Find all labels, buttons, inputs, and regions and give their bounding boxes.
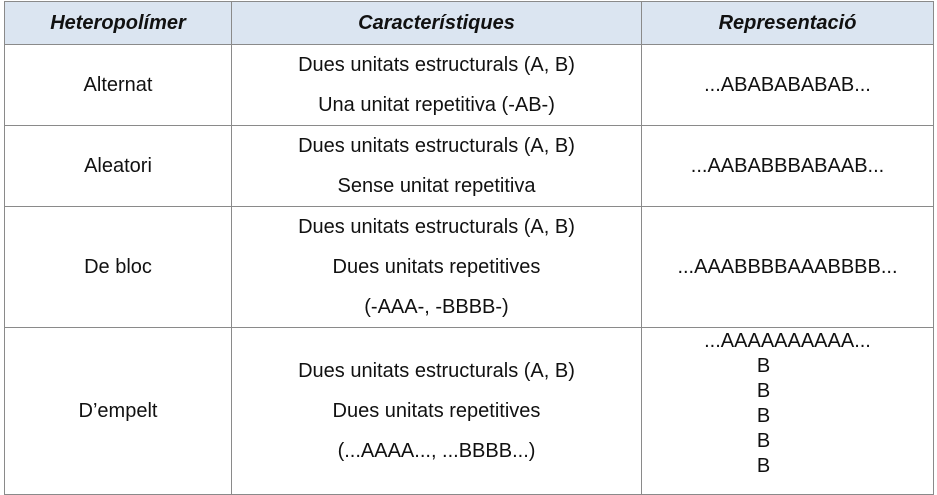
feature-line: Dues unitats estructurals (A, B) xyxy=(298,135,575,157)
heteropolymer-table xyxy=(4,1,934,495)
row-name: D’empelt xyxy=(5,328,232,495)
table-row xyxy=(5,45,934,126)
row-representation: ...AABABBBABAAB... xyxy=(642,126,934,207)
header-representation: Representació xyxy=(642,2,934,45)
feature-line: Dues unitats estructurals (A, B) xyxy=(298,216,575,238)
header-characteristics: Característiques xyxy=(232,2,642,45)
row-features xyxy=(232,126,642,207)
row-representation: ...AAABBBBAAABBBB... xyxy=(642,207,934,328)
feature-line: Dues unitats repetitives xyxy=(332,256,541,278)
header-heteropolymer: Heteropolímer xyxy=(5,2,232,45)
feature-line: Dues unitats estructurals (A, B) xyxy=(298,54,575,76)
row-representation: ...ABABABABAB... xyxy=(642,45,934,126)
branch-unit: B xyxy=(756,455,771,477)
header-row xyxy=(5,2,934,45)
row-features xyxy=(232,45,642,126)
branch-unit: B xyxy=(756,405,771,427)
feature-line: (...AAAA..., ...BBBB...) xyxy=(337,440,536,462)
row-features xyxy=(232,207,642,328)
graft-main-chain: ...AAAAAAAAAA... xyxy=(704,330,871,352)
row-name: Alternat xyxy=(5,45,232,126)
branch-unit: B xyxy=(756,355,771,377)
feature-line: Una unitat repetitiva (-AB-) xyxy=(318,94,555,116)
table-row xyxy=(5,328,934,495)
row-name: De bloc xyxy=(5,207,232,328)
row-representation xyxy=(642,328,934,495)
row-features xyxy=(232,328,642,495)
feature-line: Dues unitats repetitives xyxy=(332,400,541,422)
feature-line: (-AAA-, -BBBB-) xyxy=(364,296,509,318)
branch-unit: B xyxy=(756,430,771,452)
row-name: Aleatori xyxy=(5,126,232,207)
feature-line: Sense unitat repetitiva xyxy=(337,175,536,197)
branch-unit: B xyxy=(756,380,771,402)
table-row xyxy=(5,207,934,328)
graft-diagram xyxy=(642,328,933,494)
feature-line: Dues unitats estructurals (A, B) xyxy=(298,360,575,382)
table-row xyxy=(5,126,934,207)
graft-branch-chain xyxy=(642,354,933,479)
